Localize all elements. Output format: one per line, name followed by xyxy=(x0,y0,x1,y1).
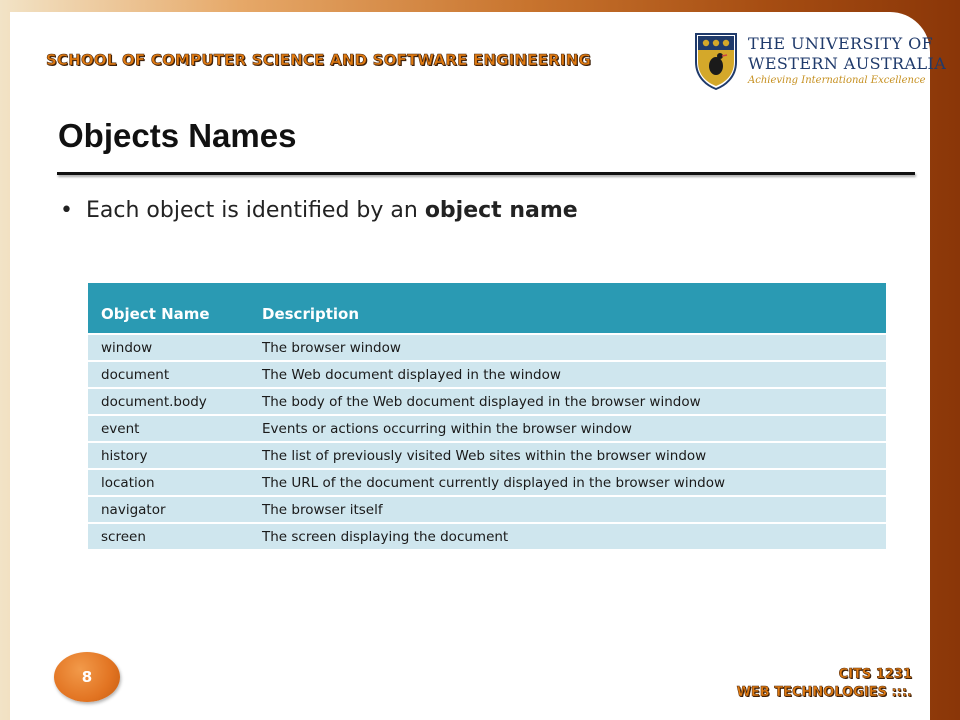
page-number-badge: 8 xyxy=(54,652,120,702)
cell-description: The Web document displayed in the window xyxy=(262,366,561,383)
university-name-line1: THE UNIVERSITY OF xyxy=(748,34,934,53)
table-row xyxy=(88,524,886,549)
table-row xyxy=(88,497,886,522)
cell-description: The list of previously visited Web sites within the browser window xyxy=(262,447,707,464)
university-logo xyxy=(692,30,947,94)
header-description: Description xyxy=(262,305,360,323)
slide-title: Objects Names xyxy=(58,117,297,154)
cell-description: Events or actions occurring within the browser window xyxy=(262,420,632,437)
table-row xyxy=(88,362,886,387)
crest-icon xyxy=(694,32,738,90)
table-header xyxy=(88,283,886,333)
cell-object-name: location xyxy=(101,474,155,491)
cell-description: The body of the Web document displayed in the browser window xyxy=(262,393,701,410)
cell-object-name: window xyxy=(101,339,153,356)
school-name: SCHOOL OF COMPUTER SCIENCE AND SOFTWARE ENGINEERING xyxy=(46,51,591,69)
bullet-bold-text: object name xyxy=(424,198,578,223)
header-object-name: Object Name xyxy=(101,305,210,323)
cell-description: The screen displaying the document xyxy=(262,528,509,545)
cell-object-name: history xyxy=(101,447,148,464)
course-code: CITS 1231 xyxy=(838,667,912,682)
bullet-item xyxy=(60,198,578,223)
course-name: WEB TECHNOLOGIES :::. xyxy=(736,685,912,700)
cell-description: The browser window xyxy=(262,339,401,356)
table-row xyxy=(88,470,886,495)
cell-object-name: document xyxy=(101,366,170,383)
cell-object-name: screen xyxy=(101,528,146,545)
table-row xyxy=(88,389,886,414)
cell-object-name: event xyxy=(101,420,140,437)
cell-description: The URL of the document currently displayed in the browser window xyxy=(262,474,726,491)
university-name-line2: WESTERN AUSTRALIA xyxy=(748,54,947,73)
table-row xyxy=(88,443,886,468)
cell-object-name: navigator xyxy=(101,501,166,518)
table-row xyxy=(88,416,886,441)
cell-description: The browser itself xyxy=(262,501,383,518)
table-row xyxy=(88,335,886,360)
title-underline xyxy=(57,172,915,175)
cell-object-name: document.body xyxy=(101,393,207,410)
university-motto: Achieving International Excellence xyxy=(748,75,926,86)
objects-table xyxy=(88,283,886,549)
bullet-icon: • xyxy=(60,198,73,223)
bullet-text: Each object is identified by an xyxy=(86,198,425,223)
